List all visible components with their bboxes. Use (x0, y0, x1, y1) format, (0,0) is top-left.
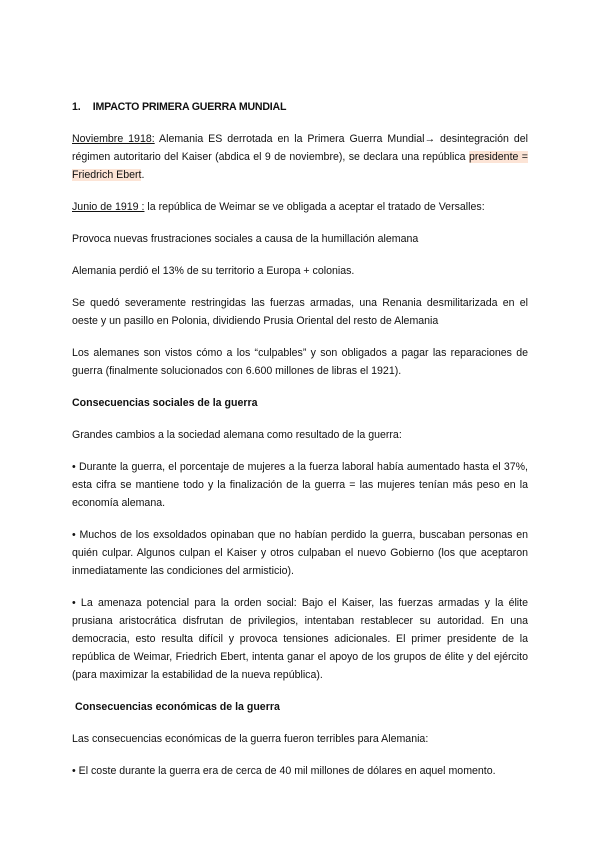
section-number: 1. (72, 101, 81, 113)
subheading-economic: Consecuencias económicas de la guerra (72, 701, 280, 713)
paragraph-frustraciones: Provoca nuevas frustraciones sociales a causa de la humillación alemana (72, 233, 419, 245)
date-noviembre-1918: Noviembre 1918: (72, 133, 155, 145)
section-title: IMPACTO PRIMERA GUERRA MUNDIAL (92, 101, 287, 113)
paragraph-text: la república de Weimar se ve obligada a aceptar el tratado de Versalles: (144, 201, 485, 213)
paragraph-text: Alemania ES derrotada en la Primera Guerra Mundial→ desintegración del régimen autoritario del Kaiser (abdica el 9 de noviembre), se declara una república (72, 133, 528, 163)
economic-intro: Las consecuencias económicas de la guerra fueron terribles para Alemania: (72, 733, 429, 745)
date-junio-1919: Junio de 1919 : (72, 201, 145, 213)
economic-bullet-list (72, 762, 528, 780)
bullet-item: • Durante la guerra, el porcentaje de mujeres a la fuerza laboral había aumentado hasta el 37%, esta cifra se mantiene todo y la finalización de la guerra = las mujeres tenían más peso en la economía alemana. (72, 461, 528, 509)
paragraph-culpables: Los alemanes son vistos cómo a los “culpables” y son obligados a pagar las reparaciones de guerra (finalmente solucionados con 6.600 millones de libras el 1921). (72, 347, 528, 377)
paragraph-junio-1919 (72, 198, 528, 216)
paragraph-territorio: Alemania perdió el 13% de su territorio a Europa + colonias. (72, 265, 355, 277)
paragraph-end: . (141, 169, 145, 181)
subheading-social: Consecuencias sociales de la guerra (72, 397, 258, 409)
bullet-item: • El coste durante la guerra era de cerca de 40 mil millones de dólares en aquel momento. (72, 765, 496, 777)
section-heading (72, 98, 528, 116)
social-bullet-list (72, 458, 528, 684)
document-page (72, 98, 528, 794)
bullet-item: • Muchos de los exsoldados opinaban que no habían perdido la guerra, buscaban personas en quién culpar. Algunos culpan el Kaiser y otros culpaban el nuevo Gobierno (los que aceptaron inmediatamente las condiciones del armisticio). (72, 529, 528, 577)
bullet-item: • La amenaza potencial para la orden social: Bajo el Kaiser, las fuerzas armadas y la élite prusiana aristocrática disfrutan de privilegios, intentaban restablecer su autoridad. En una democracia, esto resulta difícil y provoca tensiones adicionales. El primer presidente de la república de Weimar, Friedrich Ebert, intenta ganar el apoyo de los grupos de élite y del ejército (para maximizar la estabilidad de la nueva república). (72, 597, 528, 681)
highlighted-text: presidente = Friedrich Ebert (72, 151, 528, 181)
social-intro: Grandes cambios a la sociedad alemana como resultado de la guerra: (72, 429, 402, 441)
paragraph-fuerzas-armadas: Se quedó severamente restringidas las fuerzas armadas, una Renania desmilitarizada en el oeste y un pasillo en Polonia, dividiendo Prusia Oriental del resto de Alemania (72, 297, 528, 327)
paragraph-noviembre-1918 (72, 130, 528, 184)
